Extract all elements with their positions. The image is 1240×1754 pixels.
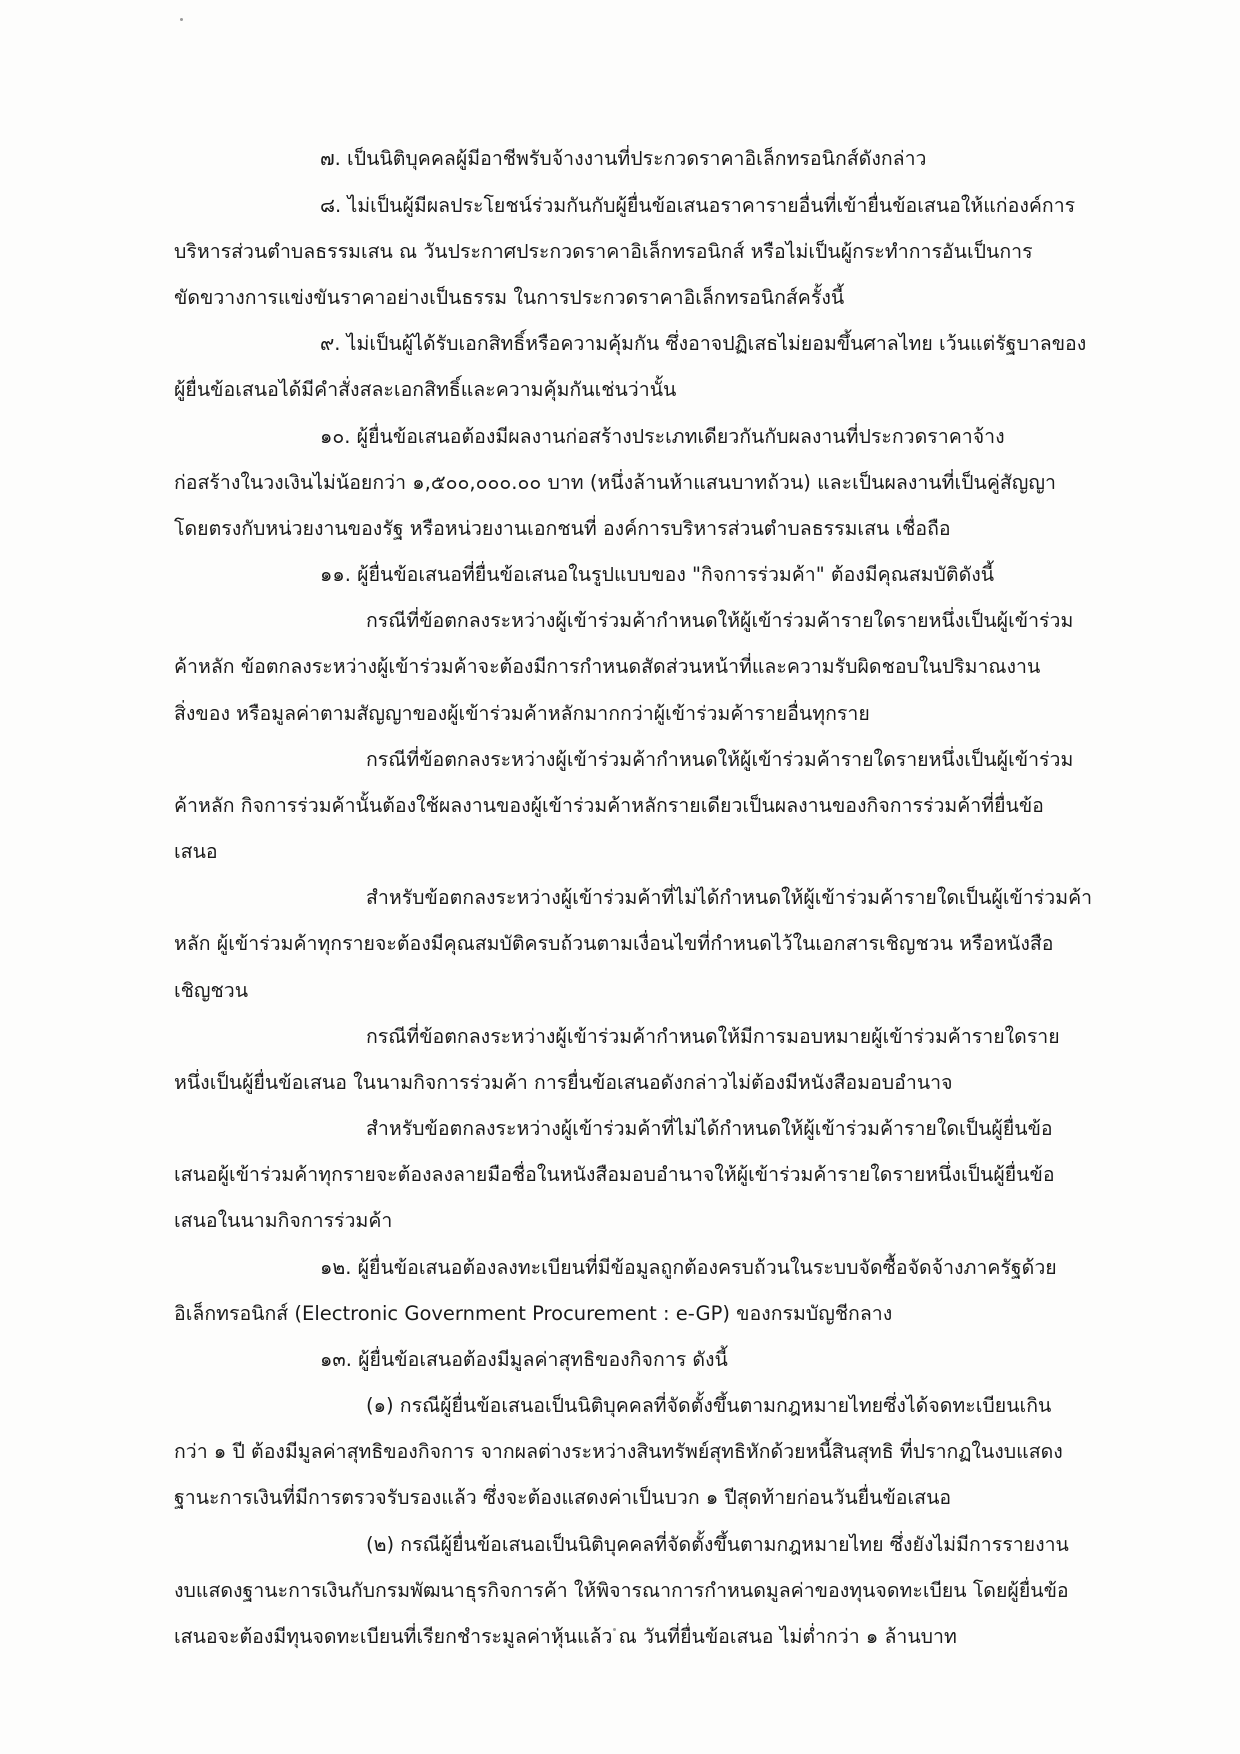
clause-11-case-4-line-1: กรณีที่ข้อตกลงระหว่างผู้เข้าร่วมค้ากำหนดให้มีการมอบหมายผู้เข้าร่วมค้ารายใดราย xyxy=(366,1025,1060,1048)
clause-12-line-2: อิเล็กทรอนิกส์ (Electronic Government Procurement : e-GP) ของกรมบัญชีกลาง xyxy=(174,1302,893,1325)
clause-8-line-2: บริหารส่วนตำบลธรรมเสน ณ วันประกาศประกวดราคาอิเล็กทรอนิกส์ หรือไม่เป็นผู้กระทำการอันเป็นการ xyxy=(174,240,1033,263)
clause-9-line-1: ๙. ไม่เป็นผู้ได้รับเอกสิทธิ์หรือความคุ้มกัน ซึ่งอาจปฏิเสธไม่ยอมขึ้นศาลไทย เว้นแต่รัฐบาลของ xyxy=(320,332,1087,355)
clause-12-line-1: ๑๒. ผู้ยื่นข้อเสนอต้องลงทะเบียนที่มีข้อมูลถูกต้องครบถ้วนในระบบจัดซื้อจัดจ้างภาครัฐด้วย xyxy=(320,1256,1057,1279)
clause-11-case-1-line-1: กรณีที่ข้อตกลงระหว่างผู้เข้าร่วมค้ากำหนดให้ผู้เข้าร่วมค้ารายใดรายหนึ่งเป็นผู้เข้าร่วม xyxy=(366,609,1074,632)
clause-10-line-3: โดยตรงกับหน่วยงานของรัฐ หรือหน่วยงานเอกชนที่ องค์การบริหารส่วนตำบลธรรมเสน เชื่อถือ xyxy=(174,517,951,540)
clause-13-item-1-line-1: (๑) กรณีผู้ยื่นข้อเสนอเป็นนิติบุคคลที่จัดตั้งขึ้นตามกฎหมายไทยซึ่งได้จดทะเบียนเกิน xyxy=(366,1394,1052,1417)
clause-7: ๗. เป็นนิติบุคคลผู้มีอาชีพรับจ้างงานที่ประกวดราคาอิเล็กทรอนิกส์ดังกล่าว xyxy=(320,147,927,170)
clause-11-case-1-line-2: ค้าหลัก ข้อตกลงระหว่างผู้เข้าร่วมค้าจะต้องมีการกำหนดสัดส่วนหน้าที่และความรับผิดชอบในปริมาณงาน xyxy=(174,655,1041,678)
clause-10-line-2: ก่อสร้างในวงเงินไม่น้อยกว่า ๑,๕๐๐,๐๐๐.๐๐ บาท (หนึ่งล้านห้าแสนบาทถ้วน) และเป็นผลงานที่เป็นคู่สัญญา xyxy=(174,471,1056,494)
scan-speck xyxy=(180,18,183,21)
clause-11-case-5-line-1: สำหรับข้อตกลงระหว่างผู้เข้าร่วมค้าที่ไม่ได้กำหนดให้ผู้เข้าร่วมค้ารายใดเป็นผู้ยื่นข้อ xyxy=(366,1117,1053,1140)
clause-11-case-2-line-2: ค้าหลัก กิจการร่วมค้านั้นต้องใช้ผลงานของผู้เข้าร่วมค้าหลักรายเดียวเป็นผลงานของกิจการร่วมค้าที่ยื่นข้อ xyxy=(174,794,1044,817)
clause-11-case-4-line-2: หนึ่งเป็นผู้ยื่นข้อเสนอ ในนามกิจการร่วมค้า การยื่นข้อเสนอดังกล่าวไม่ต้องมีหนังสือมอบอำนาจ xyxy=(174,1071,953,1094)
clause-13-item-1-line-2: กว่า ๑ ปี ต้องมีมูลค่าสุทธิของกิจการ จากผลต่างระหว่างสินทรัพย์สุทธิหักด้วยหนี้สินสุทธิ ที่ปรากฏในงบแสดง xyxy=(174,1440,1063,1463)
clause-11-case-3-line-2: หลัก ผู้เข้าร่วมค้าทุกรายจะต้องมีคุณสมบัติครบถ้วนตามเงื่อนไขที่กำหนดไว้ในเอกสารเชิญชวน หรือหนังสือ xyxy=(174,932,1054,955)
clause-11-case-5-line-3: เสนอในนามกิจการร่วมค้า xyxy=(174,1209,393,1232)
clause-13-heading: ๑๓. ผู้ยื่นข้อเสนอต้องมีมูลค่าสุทธิของกิจการ ดังนี้ xyxy=(320,1348,728,1371)
clause-11-case-3-line-3: เชิญชวน xyxy=(174,979,249,1002)
clause-13-item-2-line-2: งบแสดงฐานะการเงินกับกรมพัฒนาธุรกิจการค้า ให้พิจารณาการกำหนดมูลค่าของทุนจดทะเบียน โดยผู้ยื่นข้อ xyxy=(174,1579,1069,1602)
clause-11-case-2-line-1: กรณีที่ข้อตกลงระหว่างผู้เข้าร่วมค้ากำหนดให้ผู้เข้าร่วมค้ารายใดรายหนึ่งเป็นผู้เข้าร่วม xyxy=(366,748,1074,771)
clause-10-line-1: ๑๐. ผู้ยื่นข้อเสนอต้องมีผลงานก่อสร้างประเภทเดียวกันกับผลงานที่ประกวดราคาจ้าง xyxy=(320,425,1005,448)
clause-11-case-5-line-2: เสนอผู้เข้าร่วมค้าทุกรายจะต้องลงลายมือชื่อในหนังสือมอบอำนาจให้ผู้เข้าร่วมค้ารายใดรายหนึ่งเป็นผู้ยื่นข้อ xyxy=(174,1163,1055,1186)
clause-11-heading: ๑๑. ผู้ยื่นข้อเสนอที่ยื่นข้อเสนอในรูปแบบของ "กิจการร่วมค้า" ต้องมีคุณสมบัติดังนี้ xyxy=(320,563,995,586)
clause-8-line-3: ขัดขวางการแข่งขันราคาอย่างเป็นธรรม ในการประกวดราคาอิเล็กทรอนิกส์ครั้งนี้ xyxy=(174,286,845,309)
clause-13-item-2-line-1: (๒) กรณีผู้ยื่นข้อเสนอเป็นนิติบุคคลที่จัดตั้งขึ้นตามกฎหมายไทย ซึ่งยังไม่มีการรายงาน xyxy=(366,1533,1069,1556)
clause-11-case-3-line-1: สำหรับข้อตกลงระหว่างผู้เข้าร่วมค้าที่ไม่ได้กำหนดให้ผู้เข้าร่วมค้ารายใดเป็นผู้เข้าร่วมค้า xyxy=(366,886,1093,909)
clause-11-case-2-line-3: เสนอ xyxy=(174,840,218,863)
clause-13-item-2-line-3: เสนอจะต้องมีทุนจดทะเบียนที่เรียกชำระมูลค่าหุ้นแล้ว ณ วันที่ยื่นข้อเสนอ ไม่ต่ำกว่า ๑ ล้านบาท xyxy=(174,1625,957,1648)
clause-13-item-1-line-3: ฐานะการเงินที่มีการตรวจรับรองแล้ว ซึ่งจะต้องแสดงค่าเป็นบวก ๑ ปีสุดท้ายก่อนวันยื่นข้อเสนอ xyxy=(174,1486,952,1509)
clause-9-line-2: ผู้ยื่นข้อเสนอได้มีคำสั่งสละเอกสิทธิ์และความคุ้มกันเช่นว่านั้น xyxy=(174,378,677,401)
clause-11-case-1-line-3: สิ่งของ หรือมูลค่าตามสัญญาของผู้เข้าร่วมค้าหลักมากกว่าผู้เข้าร่วมค้ารายอื่นทุกราย xyxy=(174,702,870,725)
clause-8-line-1: ๘. ไม่เป็นผู้มีผลประโยชน์ร่วมกันกับผู้ยื่นข้อเสนอราคารายอื่นที่เข้ายื่นข้อเสนอให้แก่องค์การ xyxy=(320,194,1076,217)
